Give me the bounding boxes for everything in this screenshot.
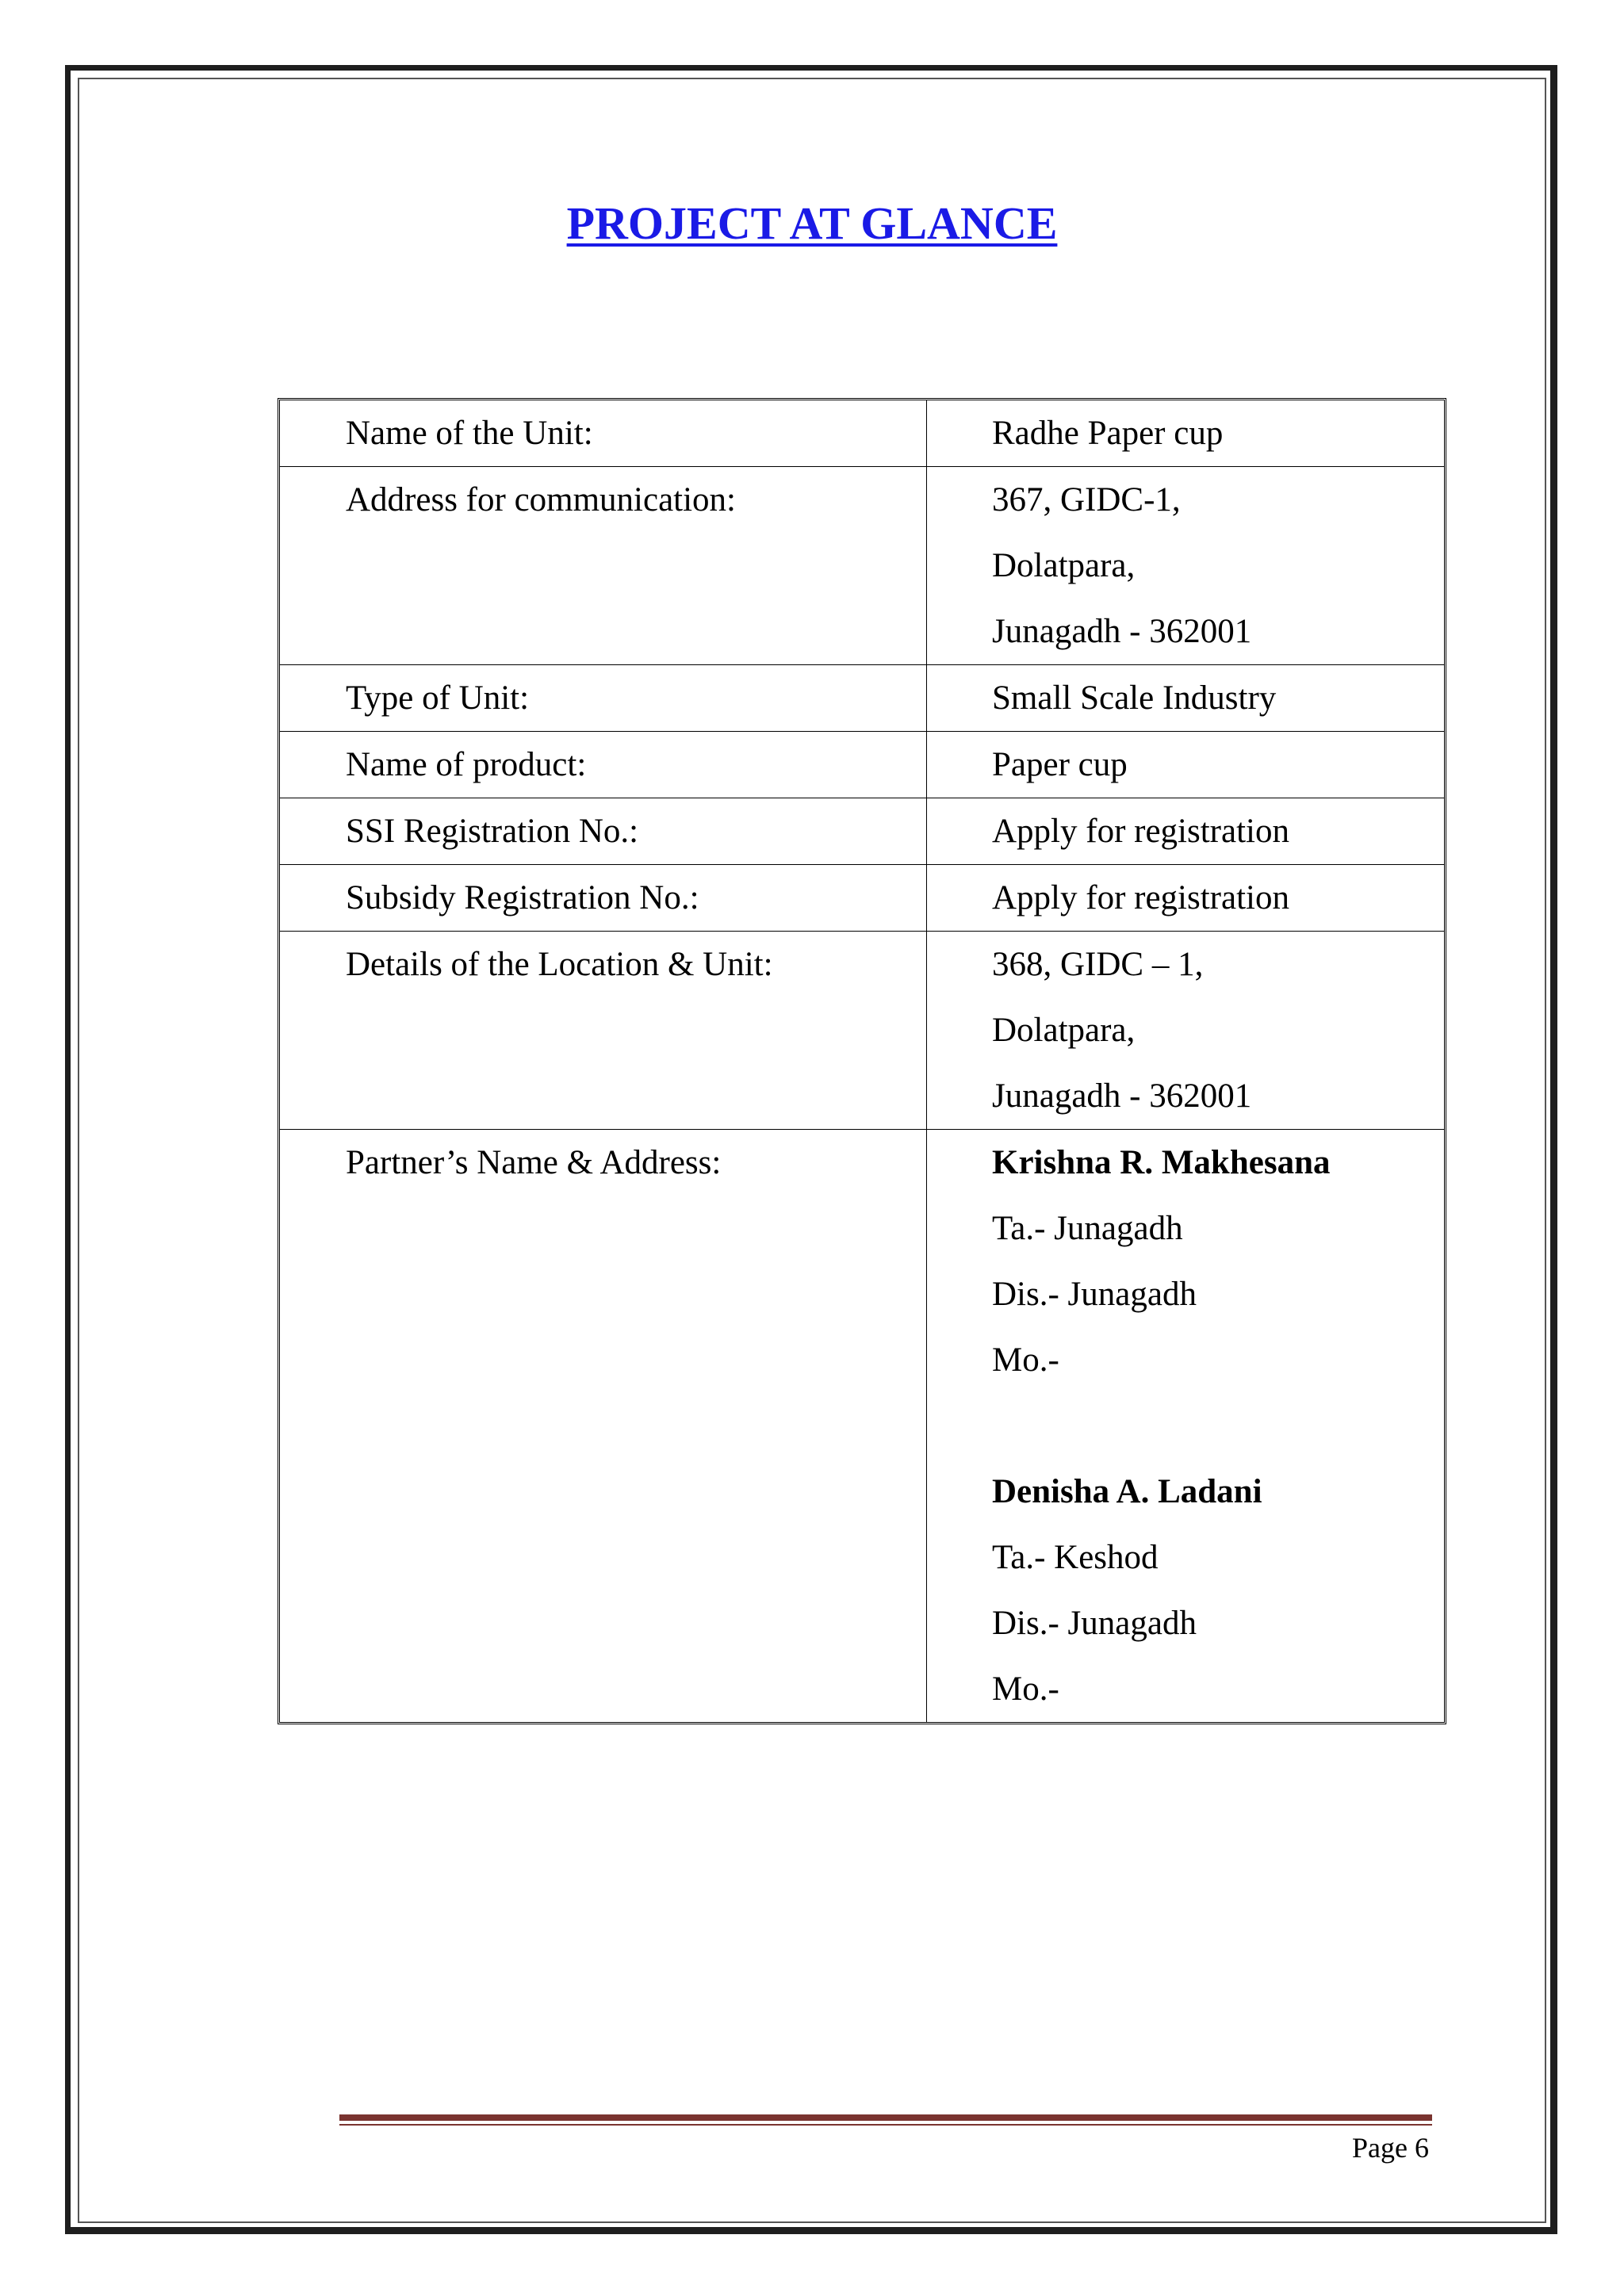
partner-line: Mo.- bbox=[992, 1341, 1059, 1379]
value-line: Radhe Paper cup bbox=[992, 415, 1224, 452]
partner-line: Ta.- Junagadh bbox=[992, 1210, 1183, 1247]
table-row bbox=[280, 732, 1444, 798]
footer-rule-thin bbox=[339, 2124, 1432, 2126]
page-number: Page 6 bbox=[1352, 2132, 1429, 2164]
partner-line: Dis.- Junagadh bbox=[992, 1276, 1197, 1313]
row-label: Type of Unit: bbox=[280, 665, 927, 732]
row-label: Subsidy Registration No.: bbox=[280, 865, 927, 932]
value-line: Small Scale Industry bbox=[992, 679, 1277, 717]
row-value bbox=[927, 665, 1444, 732]
row-value bbox=[927, 1130, 1444, 1722]
row-value bbox=[927, 467, 1444, 665]
value-line: Dolatpara, bbox=[992, 547, 1136, 584]
row-label: Name of product: bbox=[280, 732, 927, 798]
row-label: SSI Registration No.: bbox=[280, 798, 927, 865]
value-line: 367, GIDC-1, bbox=[992, 481, 1181, 519]
row-label: Name of the Unit: bbox=[280, 400, 927, 467]
partner-name: Krishna R. Makhesana bbox=[992, 1144, 1331, 1181]
row-value bbox=[927, 798, 1444, 865]
row-value bbox=[927, 732, 1444, 798]
partner-spacer bbox=[992, 1393, 1444, 1459]
table-row bbox=[280, 865, 1444, 932]
row-value bbox=[927, 932, 1444, 1130]
table-row bbox=[280, 400, 1444, 467]
project-glance-table bbox=[278, 398, 1446, 1724]
table-row bbox=[280, 798, 1444, 865]
footer-rule-thick bbox=[339, 2114, 1432, 2121]
partner-line: Mo.- bbox=[992, 1670, 1059, 1708]
partner-line: Ta.- Keshod bbox=[992, 1539, 1159, 1576]
value-line: Dolatpara, bbox=[992, 1012, 1136, 1049]
row-label: Details of the Location & Unit: bbox=[280, 932, 927, 1130]
table-row bbox=[280, 467, 1444, 665]
row-label: Partner’s Name & Address: bbox=[280, 1130, 927, 1722]
table-row bbox=[280, 932, 1444, 1130]
value-line: Paper cup bbox=[992, 746, 1128, 783]
table-row bbox=[280, 1130, 1444, 1722]
value-line: Apply for registration bbox=[992, 879, 1289, 916]
value-line: 368, GIDC – 1, bbox=[992, 946, 1204, 983]
value-line: Junagadh - 362001 bbox=[992, 613, 1252, 650]
row-label: Address for communication: bbox=[280, 467, 927, 665]
value-line: Apply for registration bbox=[992, 813, 1289, 850]
partner-line: Dis.- Junagadh bbox=[992, 1605, 1197, 1642]
row-value bbox=[927, 400, 1444, 467]
table-row bbox=[280, 665, 1444, 732]
partner-name: Denisha A. Ladani bbox=[992, 1473, 1262, 1510]
value-line: Junagadh - 362001 bbox=[992, 1077, 1252, 1115]
row-value bbox=[927, 865, 1444, 932]
page-title: PROJECT AT GLANCE bbox=[566, 197, 1058, 249]
